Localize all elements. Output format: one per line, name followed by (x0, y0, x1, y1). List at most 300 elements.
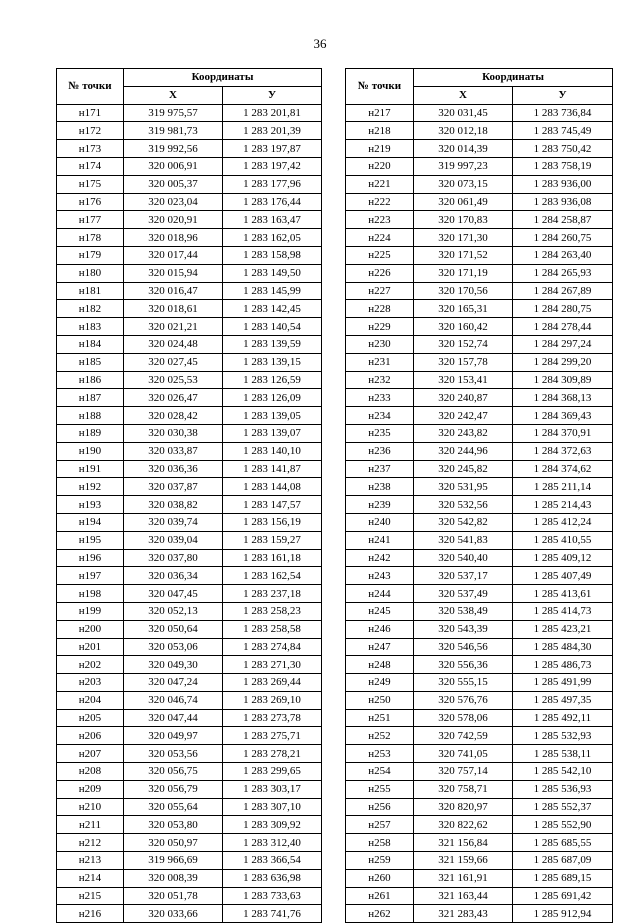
y-coordinate-cell: 1 283 140,54 (223, 318, 322, 336)
table-body (57, 104, 322, 923)
table-row (57, 122, 322, 140)
x-coordinate-cell: 320 050,97 (124, 834, 223, 852)
y-coordinate-cell: 1 285 492,11 (513, 709, 613, 727)
y-coordinate-cell: 1 285 211,14 (513, 478, 613, 496)
table-row (346, 211, 613, 229)
table-row (57, 638, 322, 656)
table-row (57, 140, 322, 158)
x-coordinate-cell: 320 073,15 (414, 175, 513, 193)
y-coordinate-cell: 1 283 309,92 (223, 816, 322, 834)
table-row (346, 442, 613, 460)
x-coordinate-cell: 320 170,83 (414, 211, 513, 229)
table-row (346, 175, 613, 193)
point-id-cell: н199 (57, 602, 124, 620)
point-id-cell: н253 (346, 745, 414, 763)
y-coordinate-cell: 1 285 486,73 (513, 656, 613, 674)
y-coordinate-cell: 1 285 412,24 (513, 513, 613, 531)
table-row (57, 620, 322, 638)
x-coordinate-cell: 320 008,39 (124, 869, 223, 887)
table-body (346, 104, 613, 923)
x-coordinate-cell: 320 038,82 (124, 496, 223, 514)
point-id-cell: н244 (346, 585, 414, 603)
x-coordinate-cell: 320 578,06 (414, 709, 513, 727)
x-coordinate-cell: 320 537,17 (414, 567, 513, 585)
table-row (346, 727, 613, 745)
point-id-cell: н220 (346, 157, 414, 175)
y-coordinate-cell: 1 284 309,89 (513, 371, 613, 389)
point-id-cell: н195 (57, 531, 124, 549)
point-id-cell: н247 (346, 638, 414, 656)
point-id-cell: н177 (57, 211, 124, 229)
table-row (57, 496, 322, 514)
y-coordinate-cell: 1 285 687,09 (513, 852, 613, 870)
table-row (57, 887, 322, 905)
table-row (346, 691, 613, 709)
x-coordinate-cell: 320 037,87 (124, 478, 223, 496)
y-coordinate-cell: 1 283 758,19 (513, 157, 613, 175)
point-id-cell: н211 (57, 816, 124, 834)
point-id-cell: н203 (57, 674, 124, 692)
x-coordinate-cell: 320 039,74 (124, 513, 223, 531)
x-coordinate-cell: 320 820,97 (414, 798, 513, 816)
point-id-cell: н189 (57, 424, 124, 442)
point-id-cell: н204 (57, 691, 124, 709)
x-coordinate-cell: 320 542,82 (414, 513, 513, 531)
y-coordinate-cell: 1 283 197,42 (223, 157, 322, 175)
table-row (346, 887, 613, 905)
point-id-cell: н188 (57, 407, 124, 425)
x-coordinate-cell: 320 024,48 (124, 335, 223, 353)
table-row (57, 371, 322, 389)
point-id-cell: н171 (57, 104, 124, 122)
point-id-cell: н231 (346, 353, 414, 371)
y-coordinate-cell: 1 283 741,76 (223, 905, 322, 923)
x-coordinate-cell: 320 028,42 (124, 407, 223, 425)
y-coordinate-cell: 1 283 258,58 (223, 620, 322, 638)
y-coordinate-cell: 1 283 161,18 (223, 549, 322, 567)
y-coordinate-cell: 1 283 273,78 (223, 709, 322, 727)
point-id-cell: н218 (346, 122, 414, 140)
x-coordinate-cell: 321 163,44 (414, 887, 513, 905)
point-id-cell: н222 (346, 193, 414, 211)
x-coordinate-cell: 320 033,66 (124, 905, 223, 923)
y-coordinate-cell: 1 283 197,87 (223, 140, 322, 158)
x-coordinate-cell: 321 161,91 (414, 869, 513, 887)
point-id-cell: н225 (346, 246, 414, 264)
point-id-cell: н258 (346, 834, 414, 852)
table-row (346, 549, 613, 567)
point-id-cell: н239 (346, 496, 414, 514)
y-coordinate-cell: 1 285 407,49 (513, 567, 613, 585)
point-id-cell: н176 (57, 193, 124, 211)
point-id-cell: н209 (57, 780, 124, 798)
point-id-cell: н234 (346, 407, 414, 425)
point-id-cell: н224 (346, 229, 414, 247)
point-id-cell: н206 (57, 727, 124, 745)
y-coordinate-cell: 1 285 423,21 (513, 620, 613, 638)
point-id-cell: н193 (57, 496, 124, 514)
table-row (346, 852, 613, 870)
point-id-cell: н242 (346, 549, 414, 567)
x-coordinate-cell: 320 171,19 (414, 264, 513, 282)
table-row (346, 745, 613, 763)
y-coordinate-cell: 1 283 307,10 (223, 798, 322, 816)
x-coordinate-cell: 320 030,38 (124, 424, 223, 442)
x-coordinate-cell: 319 981,73 (124, 122, 223, 140)
table-row (346, 246, 613, 264)
point-id-cell: н230 (346, 335, 414, 353)
point-id-cell: н259 (346, 852, 414, 870)
x-coordinate-cell: 320 541,83 (414, 531, 513, 549)
table-row (346, 798, 613, 816)
x-coordinate-cell: 320 532,56 (414, 496, 513, 514)
y-coordinate-cell: 1 283 636,98 (223, 869, 322, 887)
point-id-cell: н198 (57, 585, 124, 603)
x-coordinate-cell: 320 056,75 (124, 763, 223, 781)
table-row (346, 193, 613, 211)
table-row (57, 264, 322, 282)
y-coordinate-cell: 1 283 163,47 (223, 211, 322, 229)
x-coordinate-cell: 320 053,06 (124, 638, 223, 656)
x-coordinate-cell: 320 039,04 (124, 531, 223, 549)
x-coordinate-cell: 320 061,49 (414, 193, 513, 211)
table-row (57, 727, 322, 745)
y-coordinate-cell: 1 284 372,63 (513, 442, 613, 460)
point-id-cell: н183 (57, 318, 124, 336)
x-coordinate-cell: 320 037,80 (124, 549, 223, 567)
y-coordinate-cell: 1 283 936,08 (513, 193, 613, 211)
point-id-cell: н214 (57, 869, 124, 887)
y-coordinate-cell: 1 283 736,84 (513, 104, 613, 122)
table-row (346, 513, 613, 531)
x-coordinate-cell: 320 015,94 (124, 264, 223, 282)
table-row (57, 780, 322, 798)
table-row (57, 567, 322, 585)
y-coordinate-cell: 1 285 912,94 (513, 905, 613, 923)
x-coordinate-cell: 320 047,45 (124, 585, 223, 603)
x-coordinate-cell: 321 156,84 (414, 834, 513, 852)
y-coordinate-cell: 1 283 139,05 (223, 407, 322, 425)
table-row (57, 442, 322, 460)
point-id-cell: н262 (346, 905, 414, 923)
table-row (346, 602, 613, 620)
x-coordinate-cell: 320 157,78 (414, 353, 513, 371)
x-coordinate-cell: 320 052,13 (124, 602, 223, 620)
y-coordinate-cell: 1 285 552,37 (513, 798, 613, 816)
y-coordinate-cell: 1 283 278,21 (223, 745, 322, 763)
table-row (57, 798, 322, 816)
x-coordinate-cell: 320 050,64 (124, 620, 223, 638)
table-row (57, 869, 322, 887)
y-coordinate-cell: 1 283 303,17 (223, 780, 322, 798)
point-id-cell: н175 (57, 175, 124, 193)
y-coordinate-cell: 1 283 126,09 (223, 389, 322, 407)
y-coordinate-cell: 1 285 491,99 (513, 674, 613, 692)
y-coordinate-cell: 1 284 278,44 (513, 318, 613, 336)
y-coordinate-cell: 1 283 147,57 (223, 496, 322, 514)
point-id-cell: н187 (57, 389, 124, 407)
table-row (57, 691, 322, 709)
point-id-cell: н213 (57, 852, 124, 870)
table-row (57, 816, 322, 834)
table-row (57, 229, 322, 247)
point-id-cell: н241 (346, 531, 414, 549)
table-row (346, 104, 613, 122)
point-id-cell: н255 (346, 780, 414, 798)
point-id-cell: н221 (346, 175, 414, 193)
x-coordinate-cell: 320 242,47 (414, 407, 513, 425)
point-id-cell: н205 (57, 709, 124, 727)
table-row (57, 282, 322, 300)
table-row (57, 852, 322, 870)
y-coordinate-cell: 1 284 369,43 (513, 407, 613, 425)
y-coordinate-cell: 1 283 269,10 (223, 691, 322, 709)
table-row (57, 193, 322, 211)
x-coordinate-cell: 320 018,61 (124, 300, 223, 318)
point-id-cell: н261 (346, 887, 414, 905)
table-row (346, 282, 613, 300)
y-coordinate-cell: 1 283 141,87 (223, 460, 322, 478)
table-row (346, 869, 613, 887)
point-id-cell: н251 (346, 709, 414, 727)
x-column-header: Х (414, 86, 513, 104)
x-coordinate-cell: 320 047,44 (124, 709, 223, 727)
x-coordinate-cell: 320 053,56 (124, 745, 223, 763)
x-coordinate-cell: 320 049,97 (124, 727, 223, 745)
y-coordinate-cell: 1 283 145,99 (223, 282, 322, 300)
table-row (57, 335, 322, 353)
table-row (346, 318, 613, 336)
x-coordinate-cell: 319 992,56 (124, 140, 223, 158)
table-row (346, 140, 613, 158)
point-id-cell: н228 (346, 300, 414, 318)
y-coordinate-cell: 1 283 149,50 (223, 264, 322, 282)
point-id-cell: н219 (346, 140, 414, 158)
x-coordinate-cell: 320 244,96 (414, 442, 513, 460)
point-id-cell: н249 (346, 674, 414, 692)
table-row (346, 763, 613, 781)
x-coordinate-cell: 320 006,91 (124, 157, 223, 175)
x-coordinate-cell: 320 171,30 (414, 229, 513, 247)
table-row (57, 905, 322, 923)
point-column-header: № точки (57, 69, 124, 105)
point-id-cell: н202 (57, 656, 124, 674)
table-row (57, 531, 322, 549)
table-row (346, 229, 613, 247)
table-row (346, 531, 613, 549)
coordinates-table-right (345, 68, 613, 923)
y-coordinate-cell: 1 283 275,71 (223, 727, 322, 745)
y-coordinate-cell: 1 283 158,98 (223, 246, 322, 264)
table-row (346, 335, 613, 353)
y-coordinate-cell: 1 283 144,08 (223, 478, 322, 496)
y-coordinate-cell: 1 283 139,15 (223, 353, 322, 371)
x-coordinate-cell: 320 240,87 (414, 389, 513, 407)
point-id-cell: н236 (346, 442, 414, 460)
x-coordinate-cell: 320 538,49 (414, 602, 513, 620)
y-coordinate-cell: 1 283 126,59 (223, 371, 322, 389)
x-coordinate-cell: 320 020,91 (124, 211, 223, 229)
point-id-cell: н192 (57, 478, 124, 496)
table-row (346, 780, 613, 798)
x-coordinate-cell: 320 243,82 (414, 424, 513, 442)
y-coordinate-cell: 1 283 745,49 (513, 122, 613, 140)
table-row (57, 318, 322, 336)
table-row (57, 602, 322, 620)
point-id-cell: н172 (57, 122, 124, 140)
point-id-cell: н235 (346, 424, 414, 442)
point-id-cell: н184 (57, 335, 124, 353)
x-coordinate-cell: 320 017,44 (124, 246, 223, 264)
y-coordinate-cell: 1 285 538,11 (513, 745, 613, 763)
table-row (57, 513, 322, 531)
x-coordinate-cell: 320 153,41 (414, 371, 513, 389)
table-row (346, 122, 613, 140)
x-coordinate-cell: 320 822,62 (414, 816, 513, 834)
x-coordinate-cell: 320 540,40 (414, 549, 513, 567)
y-coordinate-cell: 1 283 258,23 (223, 602, 322, 620)
y-coordinate-cell: 1 285 689,15 (513, 869, 613, 887)
point-id-cell: н233 (346, 389, 414, 407)
y-coordinate-cell: 1 283 139,07 (223, 424, 322, 442)
x-coordinate-cell: 320 056,79 (124, 780, 223, 798)
y-coordinate-cell: 1 283 142,45 (223, 300, 322, 318)
x-coordinate-cell: 320 556,36 (414, 656, 513, 674)
table-row (57, 211, 322, 229)
x-coordinate-cell: 320 757,14 (414, 763, 513, 781)
y-column-header: У (513, 86, 613, 104)
y-coordinate-cell: 1 284 265,93 (513, 264, 613, 282)
x-coordinate-cell: 320 742,59 (414, 727, 513, 745)
y-coordinate-cell: 1 283 201,39 (223, 122, 322, 140)
x-coordinate-cell: 320 018,96 (124, 229, 223, 247)
y-coordinate-cell: 1 283 140,10 (223, 442, 322, 460)
table-row (346, 460, 613, 478)
point-id-cell: н240 (346, 513, 414, 531)
point-id-cell: н243 (346, 567, 414, 585)
x-coordinate-cell: 320 005,37 (124, 175, 223, 193)
y-coordinate-cell: 1 283 139,59 (223, 335, 322, 353)
x-coordinate-cell: 320 055,64 (124, 798, 223, 816)
y-coordinate-cell: 1 284 280,75 (513, 300, 613, 318)
x-coordinate-cell: 319 966,69 (124, 852, 223, 870)
table-row (57, 745, 322, 763)
table-row (346, 389, 613, 407)
y-coordinate-cell: 1 283 162,05 (223, 229, 322, 247)
y-coordinate-cell: 1 284 260,75 (513, 229, 613, 247)
table-row (346, 496, 613, 514)
point-id-cell: н178 (57, 229, 124, 247)
y-column-header: У (223, 86, 322, 104)
point-id-cell: н216 (57, 905, 124, 923)
y-coordinate-cell: 1 283 750,42 (513, 140, 613, 158)
x-coordinate-cell: 320 031,45 (414, 104, 513, 122)
x-coordinate-cell: 320 026,47 (124, 389, 223, 407)
point-id-cell: н232 (346, 371, 414, 389)
point-id-cell: н181 (57, 282, 124, 300)
table-row (346, 353, 613, 371)
x-coordinate-cell: 321 283,43 (414, 905, 513, 923)
x-coordinate-cell: 320 171,52 (414, 246, 513, 264)
x-coordinate-cell: 321 159,66 (414, 852, 513, 870)
y-coordinate-cell: 1 285 409,12 (513, 549, 613, 567)
table-row (57, 246, 322, 264)
table-row (57, 175, 322, 193)
table-row (57, 104, 322, 122)
x-coordinate-cell: 320 546,56 (414, 638, 513, 656)
point-id-cell: н186 (57, 371, 124, 389)
page-number: 36 (313, 36, 327, 51)
y-coordinate-cell: 1 285 410,55 (513, 531, 613, 549)
x-coordinate-cell: 320 741,05 (414, 745, 513, 763)
table-row (346, 424, 613, 442)
y-coordinate-cell: 1 285 414,73 (513, 602, 613, 620)
point-id-cell: н173 (57, 140, 124, 158)
x-coordinate-cell: 320 531,95 (414, 478, 513, 496)
x-coordinate-cell: 320 543,39 (414, 620, 513, 638)
y-coordinate-cell: 1 283 162,54 (223, 567, 322, 585)
point-id-cell: н208 (57, 763, 124, 781)
table-row (346, 620, 613, 638)
y-coordinate-cell: 1 283 274,84 (223, 638, 322, 656)
y-coordinate-cell: 1 283 271,30 (223, 656, 322, 674)
table-row (346, 638, 613, 656)
point-id-cell: н260 (346, 869, 414, 887)
coordinates-header: Координаты (414, 69, 613, 87)
x-coordinate-cell: 320 021,21 (124, 318, 223, 336)
point-id-cell: н227 (346, 282, 414, 300)
x-coordinate-cell: 320 245,82 (414, 460, 513, 478)
x-coordinate-cell: 320 036,34 (124, 567, 223, 585)
y-coordinate-cell: 1 283 159,27 (223, 531, 322, 549)
y-coordinate-cell: 1 283 237,18 (223, 585, 322, 603)
y-coordinate-cell: 1 284 263,40 (513, 246, 613, 264)
x-coordinate-cell: 319 997,23 (414, 157, 513, 175)
point-id-cell: н180 (57, 264, 124, 282)
table-row (57, 300, 322, 318)
table-row (346, 407, 613, 425)
x-coordinate-cell: 320 027,45 (124, 353, 223, 371)
point-id-cell: н191 (57, 460, 124, 478)
point-id-cell: н217 (346, 104, 414, 122)
y-coordinate-cell: 1 285 214,43 (513, 496, 613, 514)
table-row (346, 709, 613, 727)
y-coordinate-cell: 1 283 156,19 (223, 513, 322, 531)
table-row (57, 834, 322, 852)
point-id-cell: н237 (346, 460, 414, 478)
y-coordinate-cell: 1 284 258,87 (513, 211, 613, 229)
y-coordinate-cell: 1 285 685,55 (513, 834, 613, 852)
point-id-cell: н256 (346, 798, 414, 816)
y-coordinate-cell: 1 283 936,00 (513, 175, 613, 193)
y-coordinate-cell: 1 283 366,54 (223, 852, 322, 870)
point-column-header: № точки (346, 69, 414, 105)
table-row (57, 389, 322, 407)
table-row (346, 816, 613, 834)
y-coordinate-cell: 1 283 269,44 (223, 674, 322, 692)
table-row (346, 905, 613, 923)
point-id-cell: н246 (346, 620, 414, 638)
table-row (57, 157, 322, 175)
point-id-cell: н179 (57, 246, 124, 264)
y-coordinate-cell: 1 284 297,24 (513, 335, 613, 353)
table-row (57, 407, 322, 425)
y-coordinate-cell: 1 285 536,93 (513, 780, 613, 798)
x-coordinate-cell: 320 033,87 (124, 442, 223, 460)
y-coordinate-cell: 1 283 177,96 (223, 175, 322, 193)
table-row (346, 674, 613, 692)
y-coordinate-cell: 1 283 733,63 (223, 887, 322, 905)
